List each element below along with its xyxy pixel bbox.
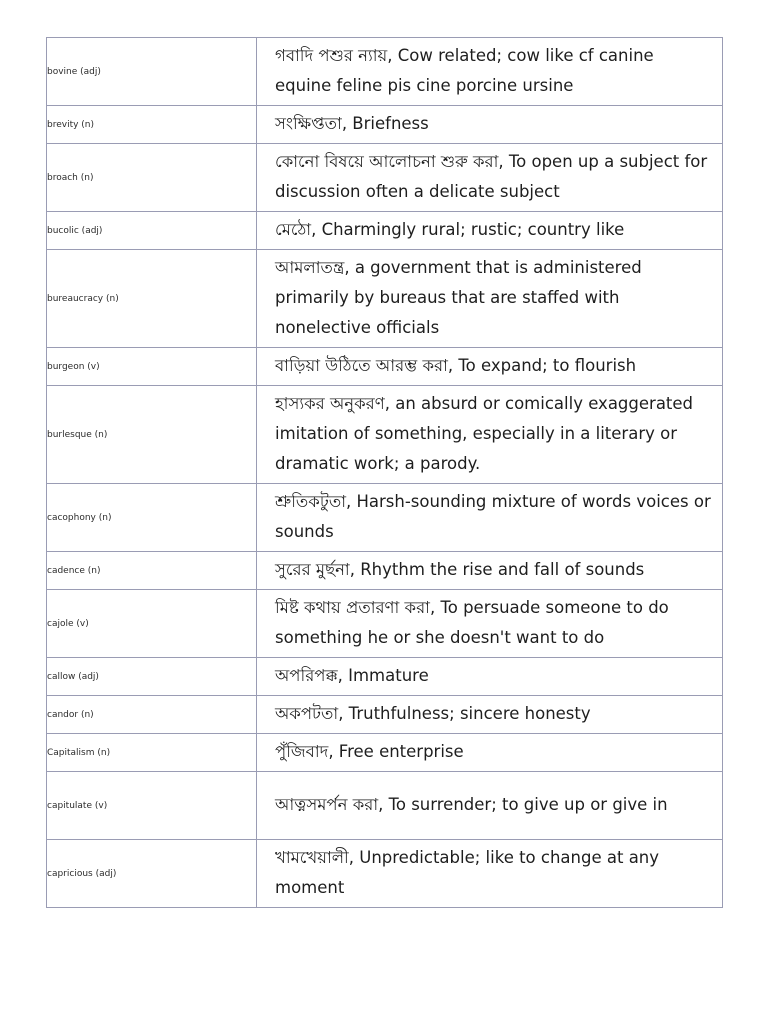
meaning-text: আত্নসমর্পন করা, To surrender; to give up or give in (275, 795, 668, 814)
term-text: burgeon (v) (47, 361, 100, 372)
meaning-text: পুঁজিবাদ, Free enterprise (275, 742, 464, 761)
meaning-cell (257, 38, 723, 106)
term-cell (47, 212, 257, 250)
meaning-text: শ্রুতিকটুতা, Harsh-sounding mixture of words voices or sounds (275, 492, 711, 541)
table-row (47, 696, 723, 734)
term-cell (47, 840, 257, 908)
term-cell (47, 348, 257, 386)
term-cell (47, 696, 257, 734)
table-row (47, 212, 723, 250)
term-cell (47, 144, 257, 212)
table-row (47, 144, 723, 212)
table-row (47, 106, 723, 144)
table-row (47, 552, 723, 590)
meaning-text: হাস্যকর অনুকরণ, an absurd or comically exaggerated imitation of something, especially in a literary or dramatic work; a parody. (275, 394, 694, 473)
meaning-cell (257, 658, 723, 696)
meaning-text: সংক্ষিপ্ততা, Briefness (275, 114, 429, 133)
meaning-text: সুরের মুর্ছনা, Rhythm the rise and fall of sounds (275, 560, 645, 579)
meaning-cell (257, 348, 723, 386)
meaning-cell (257, 386, 723, 484)
term-cell (47, 386, 257, 484)
table-row (47, 840, 723, 908)
term-text: bovine (adj) (47, 66, 101, 77)
meaning-cell (257, 772, 723, 840)
vocabulary-table-body (47, 38, 723, 908)
meaning-cell (257, 696, 723, 734)
table-row (47, 772, 723, 840)
term-cell (47, 552, 257, 590)
table-row (47, 250, 723, 348)
term-text: brevity (n) (47, 119, 95, 130)
meaning-cell (257, 484, 723, 552)
meaning-cell (257, 734, 723, 772)
meaning-cell (257, 840, 723, 908)
term-cell (47, 772, 257, 840)
vocabulary-table (46, 37, 723, 908)
meaning-text: মেঠো, Charmingly rural; rustic; country like (275, 220, 625, 239)
meaning-text: অকপটতা, Truthfulness; sincere honesty (275, 704, 591, 723)
table-row (47, 484, 723, 552)
term-text: cacophony (n) (47, 512, 112, 523)
term-cell (47, 38, 257, 106)
term-text: candor (n) (47, 709, 94, 720)
term-cell (47, 658, 257, 696)
term-cell (47, 734, 257, 772)
meaning-text: অপরিপক্ক, Immature (275, 666, 429, 685)
term-text: broach (n) (47, 172, 94, 183)
meaning-cell (257, 590, 723, 658)
term-text: bucolic (adj) (47, 225, 103, 236)
meaning-text: মিষ্ট কথায় প্রতারণা করা, To persuade someone to do something he or she doesn't want to do (275, 598, 669, 647)
table-row (47, 348, 723, 386)
meaning-cell (257, 144, 723, 212)
term-text: cadence (n) (47, 565, 101, 576)
table-row (47, 386, 723, 484)
term-text: Capitalism (n) (47, 747, 111, 758)
meaning-text: কোনো বিষয়ে আলোচনা শুরু করা, To open up a subject for discussion often a delicate subject (275, 152, 708, 201)
term-text: burlesque (n) (47, 429, 108, 440)
term-text: callow (adj) (47, 671, 99, 682)
term-text: cajole (v) (47, 618, 89, 629)
term-cell (47, 590, 257, 658)
meaning-text: গবাদি পশুর ন্যায়, Cow related; cow like cf canine equine feline pis cine porcine ursine (275, 46, 654, 95)
table-row (47, 590, 723, 658)
table-row (47, 734, 723, 772)
meaning-text: আমলাতন্ত্র, a government that is administered primarily by bureaus that are staffed with nonelective officials (275, 258, 642, 337)
term-cell (47, 250, 257, 348)
meaning-text: খামখেয়ালী, Unpredictable; like to change at any moment (275, 848, 660, 897)
table-row (47, 38, 723, 106)
term-text: bureaucracy (n) (47, 293, 119, 304)
meaning-cell (257, 552, 723, 590)
meaning-cell (257, 212, 723, 250)
meaning-text: বাড়িয়া উঠিতে আরম্ভ করা, To expand; to flourish (275, 356, 637, 375)
table-row (47, 658, 723, 696)
term-cell (47, 484, 257, 552)
term-text: capricious (adj) (47, 868, 117, 879)
term-text: capitulate (v) (47, 800, 108, 811)
meaning-cell (257, 250, 723, 348)
meaning-cell (257, 106, 723, 144)
term-cell (47, 106, 257, 144)
